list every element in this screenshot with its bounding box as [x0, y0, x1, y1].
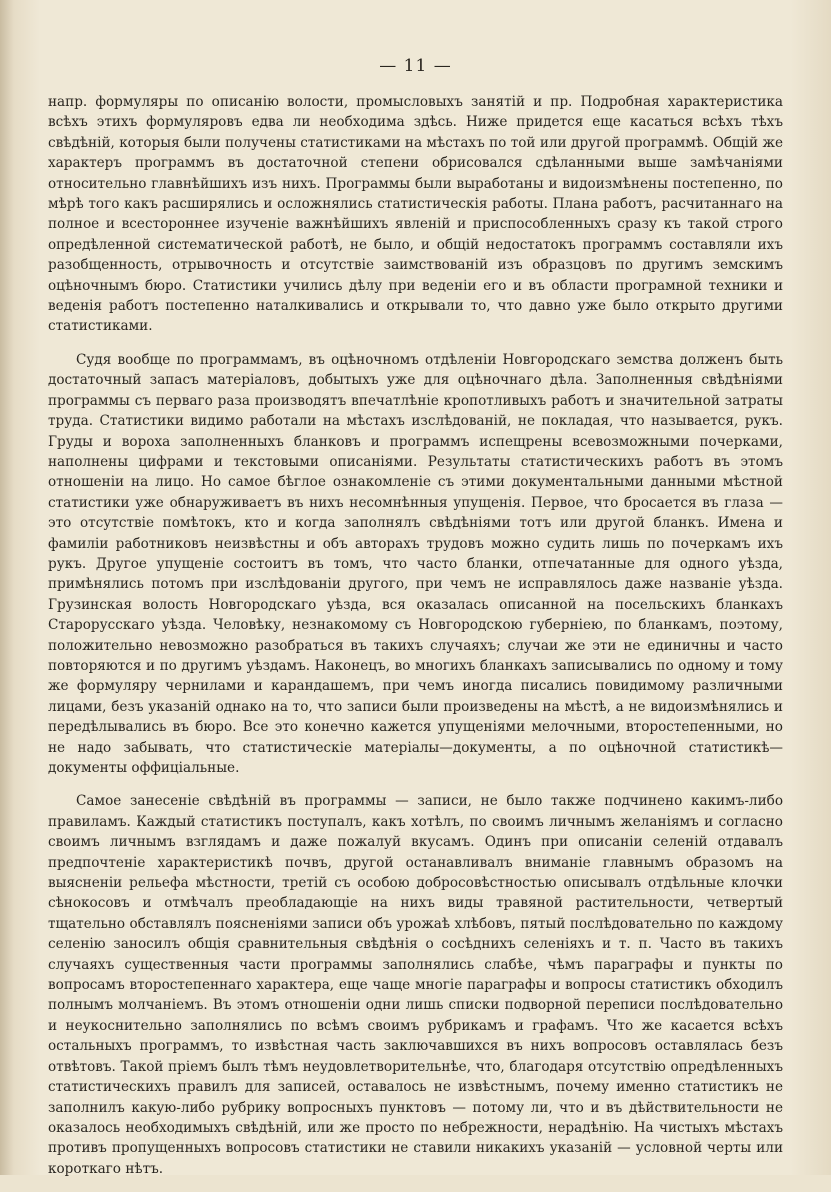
page-number: — 11 —	[379, 56, 452, 76]
body-text	[48, 92, 783, 1192]
paragraph-2: Судя вообще по программамъ, въ оцѣночномъ отдѣленіи Новгородскаго земства долженъ быть достаточный запасъ матеріаловъ, добытыхъ уже для оцѣночнаго дѣла. Заполненныя свѣдѣніями программы съ перваго раза производятъ впечатлѣніе кропотливыхъ работъ и значительной затраты труда. Статистики видимо работали на мѣстахъ изслѣдованій, не покладая, что называется, рукъ. Груды и вороха заполненныхъ бланковъ и программъ испещрены всевозможными почерками, наполнены цифрами и текстовыми описаніями. Результаты статистическихъ работъ въ этомъ отношеніи на лицо. Но самое бѣглое ознакомленіе съ этими документальными данными мѣстной статистики уже обнаруживаетъ въ нихъ несомнѣнныя упущенія. Первое, что бросается въ глаза — это отсутствіе помѣтокъ, кто и когда заполнялъ свѣдѣніями тотъ или другой бланкъ. Имена и фамиліи работниковъ неизвѣстны и объ авторахъ трудовъ можно судить лишь по почеркамъ ихъ рукъ. Другое упущеніе состоитъ въ томъ, что часто бланки, отпечатанные для одного уѣзда, примѣнялись потомъ при изслѣдованіи другого, при чемъ не исправлялось даже названіе уѣзда. Грузинская волость Новгородскаго уѣзда, вся оказалась описанной на посельскихъ бланкахъ Старорусскаго уѣзда. Человѣку, незнакомому съ Новгородскою губерніею, по бланкамъ, поэтому, положительно невозможно разобраться въ такихъ случаяхъ; случаи же эти не единичны и часто повторяются и по другимъ уѣздамъ. Наконецъ, во многихъ бланкахъ записывались по одному и тому же формуляру чернилами и карандашемъ, при чемъ иногда писались повидимому различными лицами, безъ указаній однако на то, что записи были произведены на мѣстѣ, а не видоизмѣнялись и передѣлывались въ бюро. Все это конечно кажется упущеніями мелочными, второстепенными, но не надо забывать, что статистическіе матеріалы—документы, а по оцѣночной статистикѣ—документы оффиціальные.	[48, 351, 783, 776]
paragraph-1: напр. формуляры по описанію волости, промысловыхъ занятій и пр. Подробная характеристика всѣхъ этихъ формуляровъ едва ли необходима здѣсь. Ниже придется еще касаться всѣхъ тѣхъ свѣдѣній, которыя были получены статистиками на мѣстахъ по той или другой программѣ. Общій же характеръ программъ въ достаточной степени обрисовался сдѣланными выше замѣчаніями относительно главнѣйшихъ изъ нихъ. Программы были выработаны и видоизмѣнены постепенно, по мѣрѣ того какъ расширялись и осложнялись статистическія работы. Плана работъ, расчитаннаго на полное и всестороннее изученіе важнѣйшихъ явленій и приспособленныхъ сразу къ такой строго опредѣленной систематической работѣ, не было, и общій недостатокъ программъ составляли ихъ разобщенность, отрывочность и отсутствіе заимствованій изъ образцовъ по другимъ земскимъ оцѣночнымъ бюро. Статистики учились дѣлу при веденіи его и въ области програмной техники и веденія работъ постепенно наталкивались и открывали то, что давно уже было открыто другими статистиками.	[48, 94, 783, 335]
paragraph-3: Самое занесеніе свѣдѣній въ программы — записи, не было также подчинено какимъ-либо правиламъ. Каждый статистикъ поступалъ, какъ хотѣлъ, по своимъ личнымъ желаніямъ и согласно своимъ личнымъ взглядамъ и даже пожалуй вкусамъ. Одинъ при описаніи селеній отдавалъ предпочтеніе характеристикѣ почвъ, другой останавливалъ вниманіе главнымъ образомъ на выясненіи рельефа мѣстности, третій съ особою добросовѣстностью описывалъ отдѣльные клочки сѣнокосовъ и отмѣчалъ преобладающіе на нихъ виды травяной растительности, четвертый тщательно обставлялъ поясненіями записи объ урожаѣ хлѣбовъ, пятый послѣдовательно по каждому селенію заносилъ общія сравнительныя свѣдѣнія о сосѣднихъ селеніяхъ и т. п. Часто въ такихъ случаяхъ существенныя части программы заполнялись слабѣе, чѣмъ параграфы и пункты по вопросамъ второстепеннаго характера, еще чаще многіе параграфы и вопросы статистикъ обходилъ полнымъ молчаніемъ. Въ этомъ отношеніи одни лишь списки подворной переписи послѣдовательно и неукоснительно заполнялись по всѣмъ своимъ рубрикамъ и графамъ. Что же касается всѣхъ остальныхъ программъ, то извѣстная часть заключавшихся въ нихъ вопросовъ оставлялась безъ отвѣтовъ. Такой пріемъ былъ тѣмъ неудовлетворительнѣе, что, благодаря отсутствію опредѣленныхъ статистическихъ правилъ для записей, оставалось не извѣстнымъ, почему именно статистикъ не заполнилъ какую-либо рубрику вопросныхъ пунктовъ — потому ли, что и въ дѣйствительности не оказалось необходимыхъ свѣдѣній, или же просто по небрежности, нерадѣнію. На чистыхъ мѣстахъ противъ пропущенныхъ вопросовъ статистики не ставили никакихъ указаній — условной черты или короткаго нѣтъ.	[48, 793, 783, 1177]
